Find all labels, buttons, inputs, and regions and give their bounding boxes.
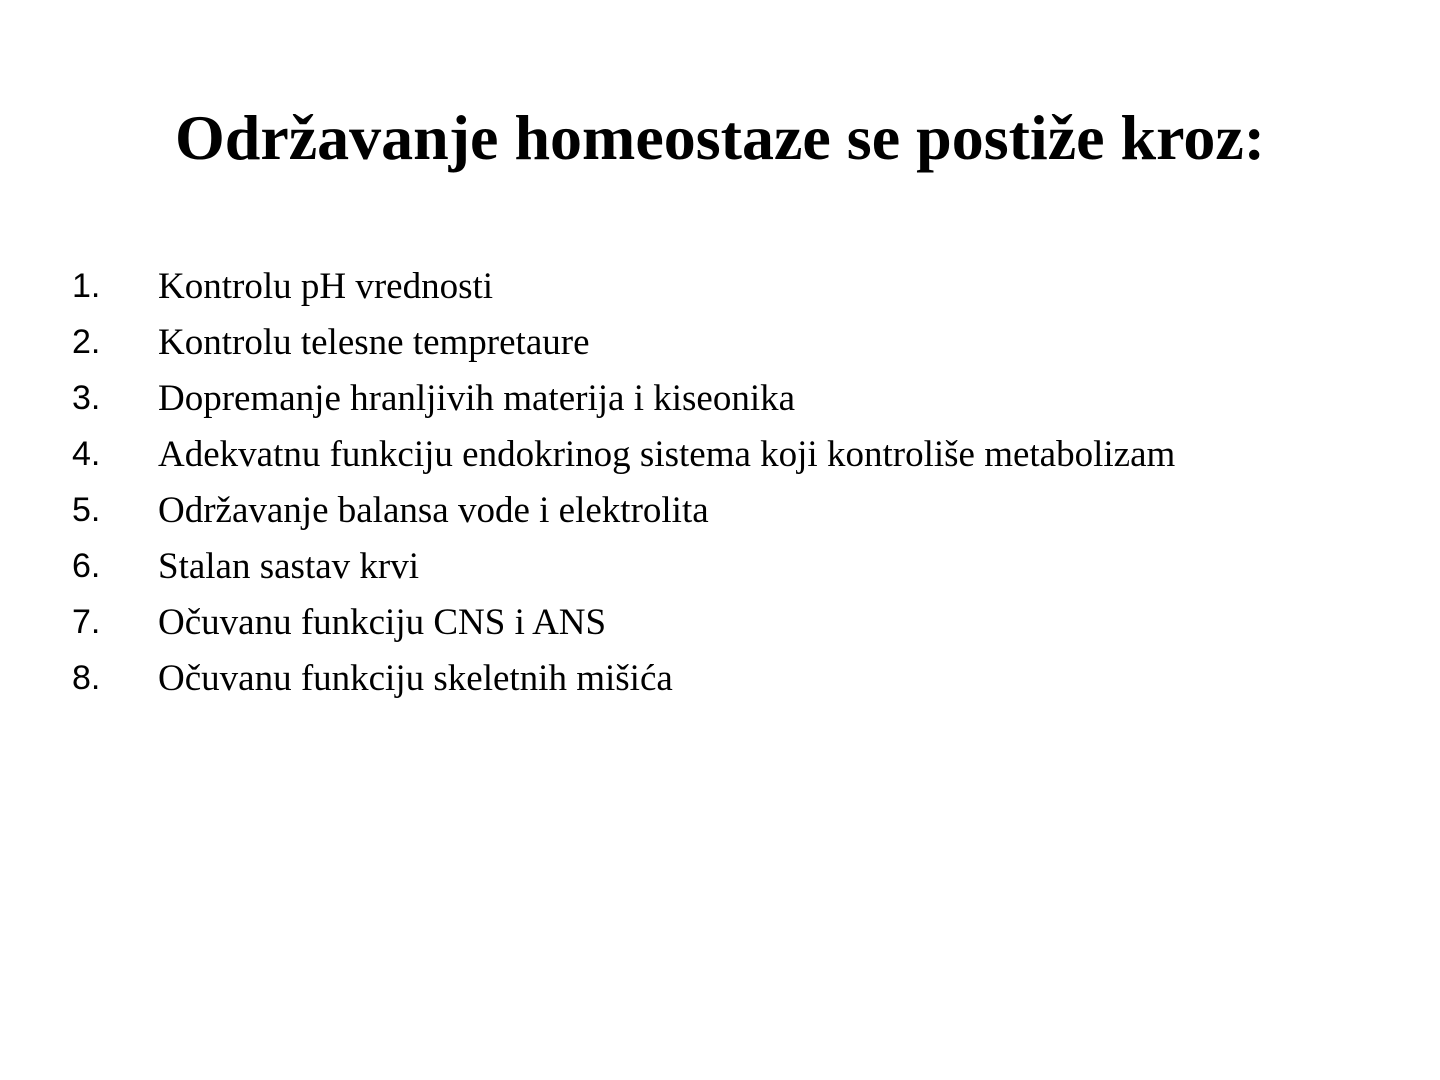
slide-title: Održavanje homeostaze se postiže kroz:: [174, 102, 1266, 173]
list-item: [72, 258, 1175, 314]
item-text: Stalan sastav krvi: [158, 545, 420, 587]
item-number: 5.: [72, 490, 101, 529]
list-item: [72, 426, 1175, 482]
item-number: 1.: [72, 266, 101, 305]
list-item: [72, 594, 1175, 650]
item-text: Dopremanje hranljivih materija i kiseonika: [158, 377, 796, 419]
list-item: [72, 482, 1175, 538]
item-number: 4.: [72, 434, 101, 473]
list-item: [72, 370, 1175, 426]
item-number: 8.: [72, 658, 101, 697]
item-text: Očuvanu funkciju skeletnih mišića: [158, 657, 673, 699]
item-number: 6.: [72, 546, 101, 585]
item-text: Adekvatnu funkciju endokrinog sistema koji kontroliše metabolizam: [158, 433, 1176, 475]
list-item: [72, 538, 1175, 594]
item-text: Očuvanu funkciju CNS i ANS: [158, 601, 607, 643]
item-number: 3.: [72, 378, 101, 417]
list-item: [72, 650, 1175, 706]
item-text: Kontrolu pH vrednosti: [158, 265, 494, 307]
item-text: Kontrolu telesne tempretaure: [158, 321, 590, 363]
item-number: 7.: [72, 602, 101, 641]
item-text: Održavanje balansa vode i elektrolita: [158, 489, 709, 531]
item-number: 2.: [72, 322, 101, 361]
numbered-list: [72, 258, 1175, 706]
list-item: [72, 314, 1175, 370]
